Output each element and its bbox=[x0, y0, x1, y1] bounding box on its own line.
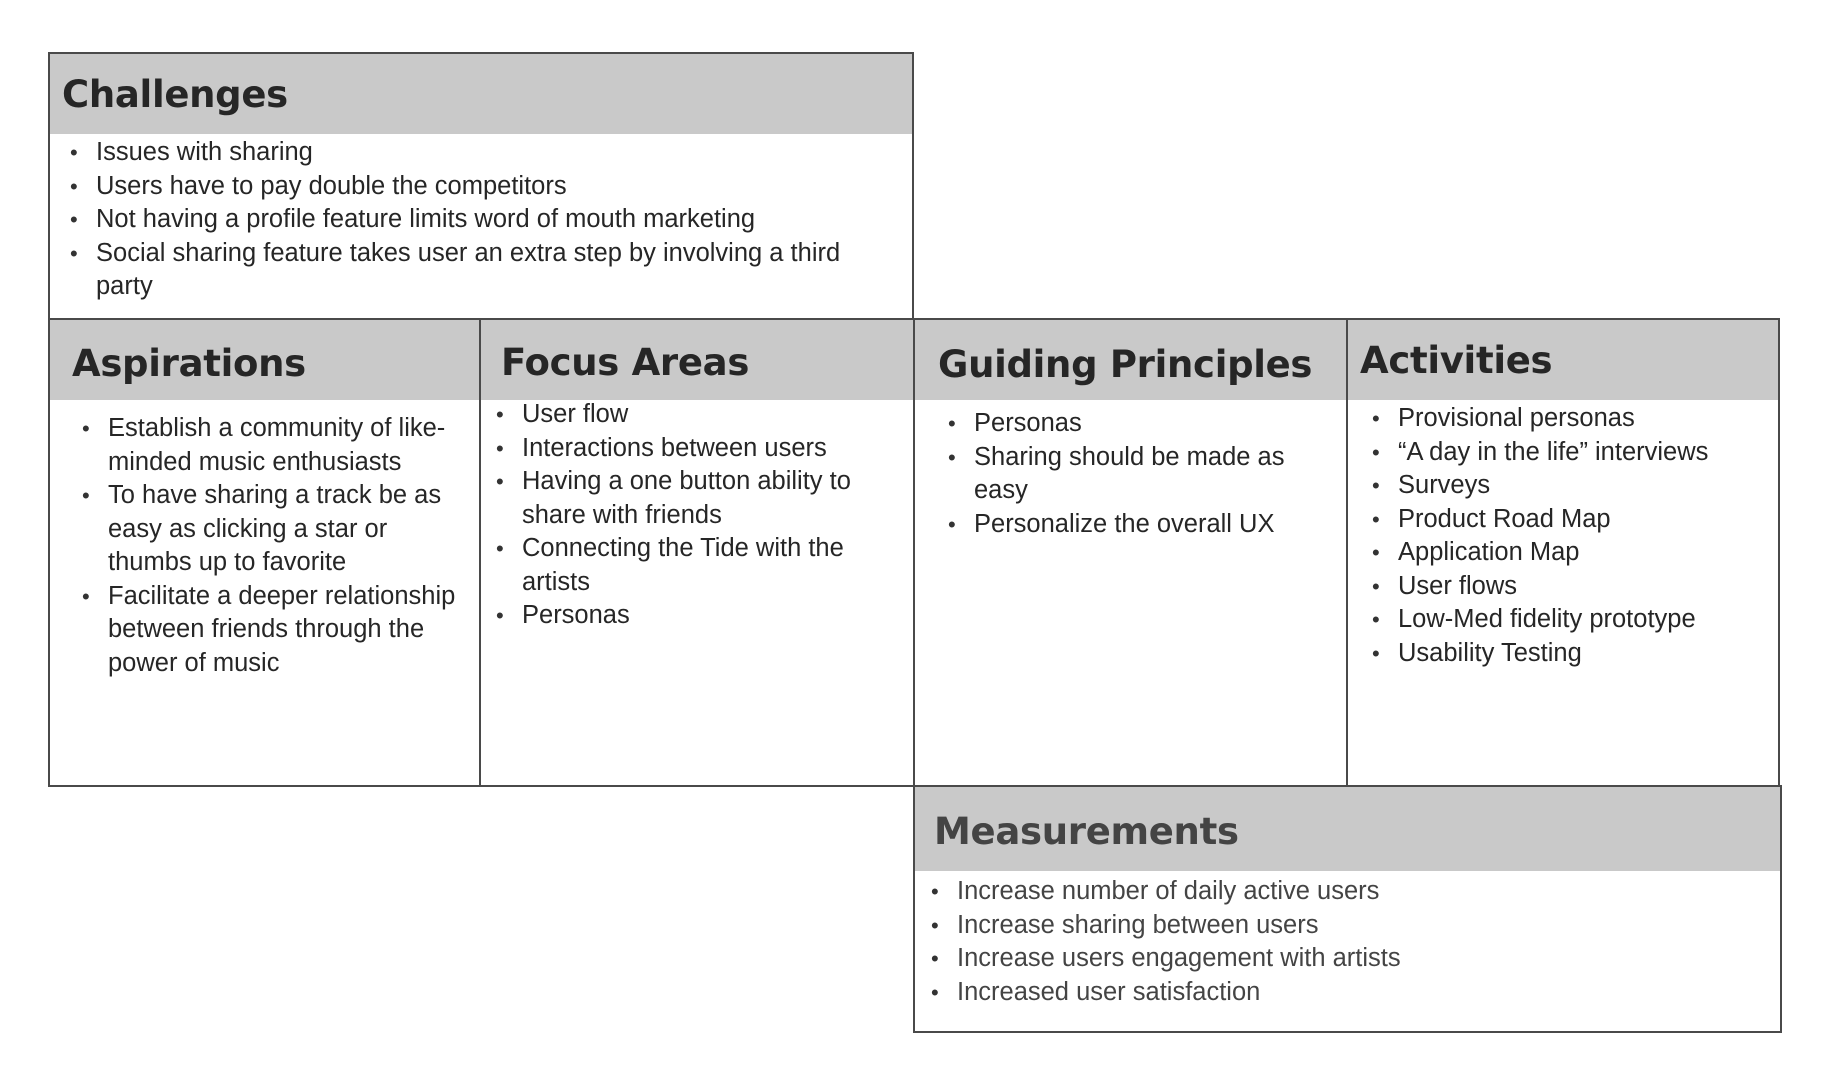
aspirations-header bbox=[50, 320, 479, 400]
list-item: • Users have to pay double the competitors bbox=[70, 171, 567, 200]
activities-box bbox=[1346, 318, 1780, 787]
list-item: • Increased user satisfaction bbox=[931, 977, 1261, 1006]
list-item: • To have sharing a track be as easy as clicking a star or thumbs up to favorite bbox=[82, 481, 442, 576]
list-item: • Personas bbox=[496, 601, 630, 629]
challenges-box bbox=[48, 52, 914, 320]
focus-areas-list bbox=[481, 398, 876, 633]
measurements-header bbox=[915, 787, 1780, 871]
list-item: • Application Map bbox=[1372, 538, 1580, 566]
list-item: • Establish a community of like-minded music enthusiasts bbox=[82, 414, 446, 476]
list-item: • Low-Med fidelity prototype bbox=[1372, 605, 1696, 633]
list-item: • Not having a profile feature limits word of mouth marketing bbox=[70, 205, 756, 233]
aspirations-list bbox=[50, 412, 470, 680]
list-item: • Increase users engagement with artists bbox=[931, 944, 1401, 972]
guiding-principles-title: Guiding Principles bbox=[938, 342, 1313, 386]
activities-header bbox=[1348, 320, 1778, 400]
list-item: • Provisional personas bbox=[1372, 404, 1635, 432]
list-item: • Personalize the overall UX bbox=[948, 509, 1275, 538]
list-item: • Surveys bbox=[1372, 471, 1491, 499]
aspirations-title: Aspirations bbox=[72, 341, 306, 385]
list-item: • User flows bbox=[1372, 571, 1518, 600]
challenges-title: Challenges bbox=[62, 72, 288, 116]
measurements-title: Measurements bbox=[934, 809, 1239, 853]
list-item: • Issues with sharing bbox=[70, 138, 313, 166]
list-item: • Personas bbox=[948, 409, 1082, 437]
guiding-principles-header bbox=[915, 320, 1346, 400]
focus-areas-box bbox=[479, 318, 916, 787]
list-item: • Interactions between users bbox=[496, 433, 827, 462]
measurements-box bbox=[913, 785, 1782, 1033]
list-item: • Facilitate a deeper relationship between friends through the power of music bbox=[82, 581, 456, 677]
guiding-principles-box bbox=[913, 318, 1348, 787]
list-item: • Usability Testing bbox=[1372, 638, 1582, 667]
aspirations-box bbox=[48, 318, 481, 787]
measurements-list bbox=[915, 875, 1715, 1009]
list-item: • Increase number of daily active users bbox=[931, 877, 1380, 905]
list-item: • Social sharing feature takes user an extra step by involving a third party bbox=[70, 238, 841, 300]
focus-areas-title: Focus Areas bbox=[501, 340, 750, 384]
list-item: • “A day in the life” interviews bbox=[1372, 437, 1709, 466]
focus-areas-header bbox=[481, 320, 914, 400]
list-item: • Product Road Map bbox=[1372, 504, 1611, 533]
activities-list bbox=[1348, 402, 1768, 670]
list-item: • Having a one button ability to share with friends bbox=[496, 467, 851, 529]
list-item: • Sharing should be made as easy bbox=[948, 442, 1285, 504]
guiding-principles-list bbox=[915, 407, 1315, 541]
challenges-list bbox=[50, 136, 850, 304]
challenges-header bbox=[50, 54, 912, 134]
list-item: • Increase sharing between users bbox=[931, 910, 1319, 939]
list-item: • User flow bbox=[496, 400, 629, 428]
activities-title: Activities bbox=[1360, 338, 1553, 382]
list-item: • Connecting the Tide with the artists bbox=[496, 534, 844, 596]
